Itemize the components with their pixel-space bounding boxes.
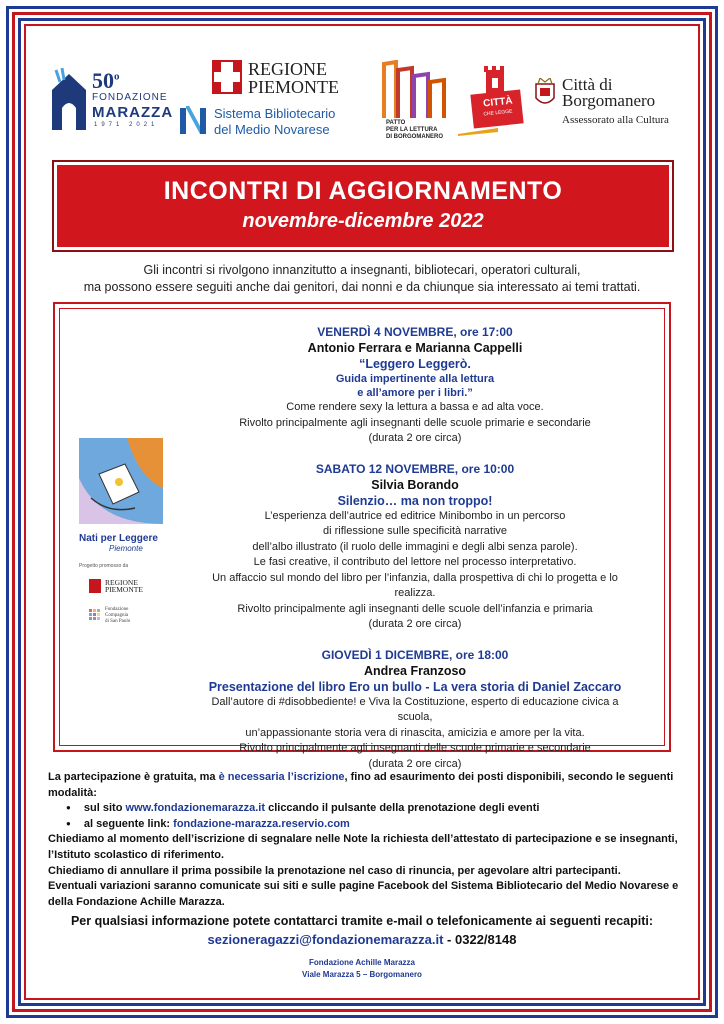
event-author: Antonio Ferrara e Marianna Cappelli: [307, 341, 523, 355]
event-subtitle: Guida impertinente alla lettura: [335, 373, 495, 385]
event-subtitle: e all’amore per i libri.”: [357, 387, 473, 399]
ribbon-icon: [458, 126, 498, 136]
patto-lettura-logo: PATTO PER LA LETTURA DI BORGOMANERO: [380, 60, 456, 140]
regione-piemonte-logo: REGIONE PIEMONTE: [212, 60, 332, 96]
reservio-link[interactable]: fondazione-marazza.reservio.com: [173, 817, 350, 830]
marazza-house-icon: [50, 68, 88, 132]
event-author: Silvia Borando: [371, 477, 459, 492]
compagnia-dots-icon: [89, 609, 101, 621]
nati-per-leggere-logo: Nati per Leggere Piemonte Progetto promosso da REGIONE PIEMONTE Fondazione Compagnia di San Paolo: [79, 438, 163, 627]
title-banner: [52, 160, 674, 252]
regione-piemonte-small-logo: REGIONE PIEMONTE: [79, 579, 163, 597]
citta-che-legge-logo: CITTÀ CHE LEGGE: [462, 64, 528, 136]
website-link[interactable]: www.fondazionemarazza.it: [125, 802, 266, 815]
citta-borgomanero-logo: Città di Borgomanero Assessorato alla Cultura: [534, 76, 684, 132]
fondazione-marazza-logo: 50$^o$ FONDAZIONE MARAZZA 1971 2021: [50, 64, 168, 134]
borgomanero-crest-icon: [534, 78, 556, 108]
registration-methods: [66, 801, 684, 832]
page-title: INCONTRI DI AGGIORNAMENTO: [163, 177, 563, 205]
compagnia-san-paolo-logo: Fondazione Compagnia di San Paolo: [79, 607, 163, 627]
contact-block: Per qualsiasi informazione potete contattarci tramite e-mail o telefonicamente ai seguenti recapiti: sezioneragazzi@fondazionemarazza.it - 0322/8148: [70, 914, 654, 947]
program-box: [53, 302, 671, 770]
sbmn-n-icon: [178, 106, 208, 136]
footer-address: Fondazione Achille Marazza Viale Marazza 5 – Borgomanero: [302, 958, 422, 979]
event-author: Andrea Franzoso: [363, 663, 467, 678]
list-item: ● al seguente link: fondazione-marazza.reservio.com: [66, 817, 684, 833]
intro-text: Gli incontri si rivolgono innanzitutto a insegnanti, bibliotecari, operatori culturali, ma possono essere seguiti anche dai genitori, dai nonni e da chiunque sia interessato ai temi trattati.: [83, 263, 641, 294]
sistema-bibliotecario-logo: Sistema Bibliotecario del Medio Novarese: [178, 104, 378, 140]
registration-info: La partecipazione è gratuita, ma è necessaria l’iscrizione, fino ad esaurimento dei posti disponibili, secondo le seguenti modalità: ● sul sito www.fondazionemarazza.it cliccando il pulsante della prenotazione degli eventi ● al seguente link: fondazione-marazza.reservio.com Chiediamo al momento dell’iscrizione di segnalare nelle Note la richiesta dell’attestato di partecipazione e se insegnanti, l’Istituto scolastico di riferimento. Chiediamo di annullare il prima possibile la prenotazione nel caso di rinuncia, per agevolare altri partecipanti. Eventuali variazioni saranno comunicate sui siti e sulle pagine Facebook del Sistema Bibliotecario del Medio Novarese e della Fondazione Achille Marazza.: [48, 770, 684, 910]
reading-child-illustration: [79, 438, 163, 524]
event-date: VENERDÌ 4 NOVEMBRE, ore 17:00: [317, 325, 513, 339]
event-date: GIOVEDÌ 1 DICEMBRE, ore 18:00: [321, 647, 509, 662]
event-3: GIOVEDÌ 1 DICEMBRE, ore 18:00 Andrea Franzoso Presentazione del libro Ero un bullo - La vera storia di Daniel Zaccaro Dall’autore di #disobbediente! e Viva la Costituzione, esperto di educazione civica a scuola, un’appassionante storia vera di rinascita, amicizia e amore per la vita. Rivolto principalmente agli insegnanti delle scuole primarie e secondarie (durata 2 ore circa): [205, 647, 625, 773]
event-title: “Leggero Leggerò.: [359, 357, 471, 371]
patto-books-icon: [380, 60, 456, 120]
event-title: Presentazione del libro Ero un bullo - La vera storia di Daniel Zaccaro: [208, 679, 622, 694]
contact-email-link[interactable]: sezioneragazzi@fondazionemarazza.it: [207, 932, 444, 947]
event-date: SABATO 12 NOVEMBRE, ore 10:00: [315, 461, 515, 476]
logos-row: [50, 56, 680, 142]
event-2: SABATO 12 NOVEMBRE, ore 10:00 Silvia Borando Silenzio… ma non troppo! L’esperienza dell’autrice ed editrice Minibombo in un percorso di riflessione sulle specificità narrative dell’albo illustrato (il ruolo delle immagini e degli albi senza parole). Le fasi creative, il contributo del lettore nel processo interpretativo. Un affaccio sul mondo del libro per l’infanzia, dalla prospettiva di chi lo progetta e lo realizza. Rivolto principalmente agli insegnanti delle scuole dell’infanzia e primaria (durata 2 ore circa): [205, 461, 625, 633]
event-title: Silenzio… ma non troppo!: [337, 493, 493, 508]
list-item: ● sul sito www.fondazionemarazza.it cliccando il pulsante della prenotazione degli eventi: [66, 801, 684, 817]
piemonte-shield-icon: [212, 60, 242, 94]
event-1: VENERDÌ 4 NOVEMBRE, ore 17:00 Antonio Ferrara e Marianna Cappelli “Leggero Leggerò. Guida impertinente alla lettura e all’amore per i libri.” Come rendere sexy la lettura a bassa e ad alta voce. Rivolto principalmente agli insegnanti delle scuole primarie e secondarie (durata 2 ore circa): [205, 324, 625, 447]
contact-phone: 0322/8148: [455, 932, 517, 947]
events-list: [205, 324, 625, 786]
page-subtitle: novembre-dicembre 2022: [242, 210, 484, 232]
